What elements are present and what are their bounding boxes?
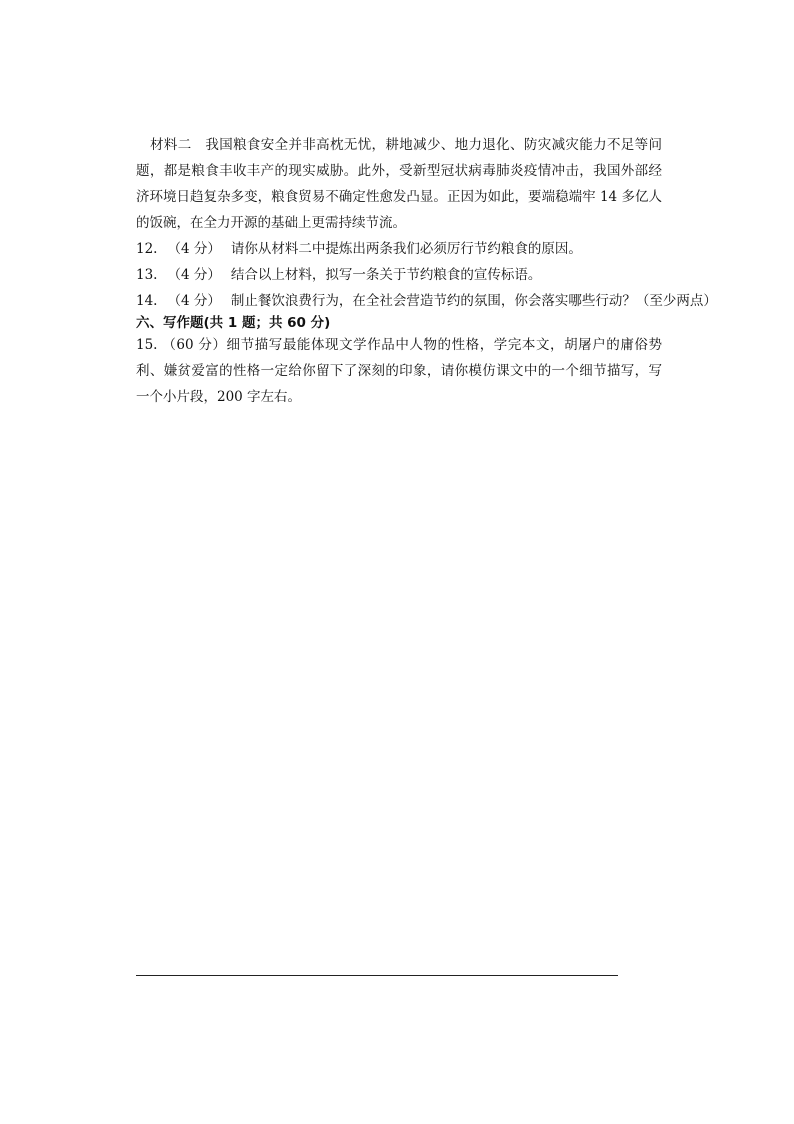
footer-divider bbox=[136, 975, 618, 976]
question-text: 制止餐饮浪费行为，在全社会营造节约的氛围，你会落实哪些行动？（至少两点） bbox=[230, 293, 717, 309]
section-six-heading: 六、写作题(共 1 题；共 60 分) bbox=[136, 315, 331, 331]
question-number: 12. bbox=[136, 241, 158, 257]
question-number: 14. bbox=[136, 293, 158, 309]
question-text: 结合以上材料，拟写一条关于节约粮食的宣传标语。 bbox=[230, 267, 542, 283]
question-number: 13. bbox=[136, 267, 158, 283]
question-score: （4 分） bbox=[167, 293, 221, 309]
question-score: （4 分） bbox=[167, 241, 221, 257]
material-two-paragraph: 材料二 我国粮食安全并非高枕无忧，耕地减少、地力退化、防灾减灾能力不足等问题，都是粮食丰收丰产的现实威胁。此外，受新型冠状病毒肺炎疫情冲击，我国外部经济环境日趋复杂多变，粮食贸易不确定性愈发凸显。正因为如此，要端稳端牢 14 多亿人的饭碗，在全力开源的基础上更需持续节流。 bbox=[136, 137, 662, 231]
question-text: 请你从材料二中提炼出两条我们必须厉行节约粮食的原因。 bbox=[230, 241, 582, 257]
question-15-essay-prompt: 15. （60 分）细节描写最能体现文学作品中人物的性格，学完本文，胡屠户的庸俗势利、嫌贫爱富的性格一定给你留下了深刻的印象，请你模仿课文中的一个细节描写，写一个小片段，200 字左右。 bbox=[136, 337, 662, 405]
question-14 bbox=[136, 288, 717, 314]
page-content bbox=[136, 132, 717, 410]
question-13 bbox=[136, 262, 662, 288]
question-score: （4 分） bbox=[167, 267, 221, 283]
question-12 bbox=[136, 236, 662, 262]
